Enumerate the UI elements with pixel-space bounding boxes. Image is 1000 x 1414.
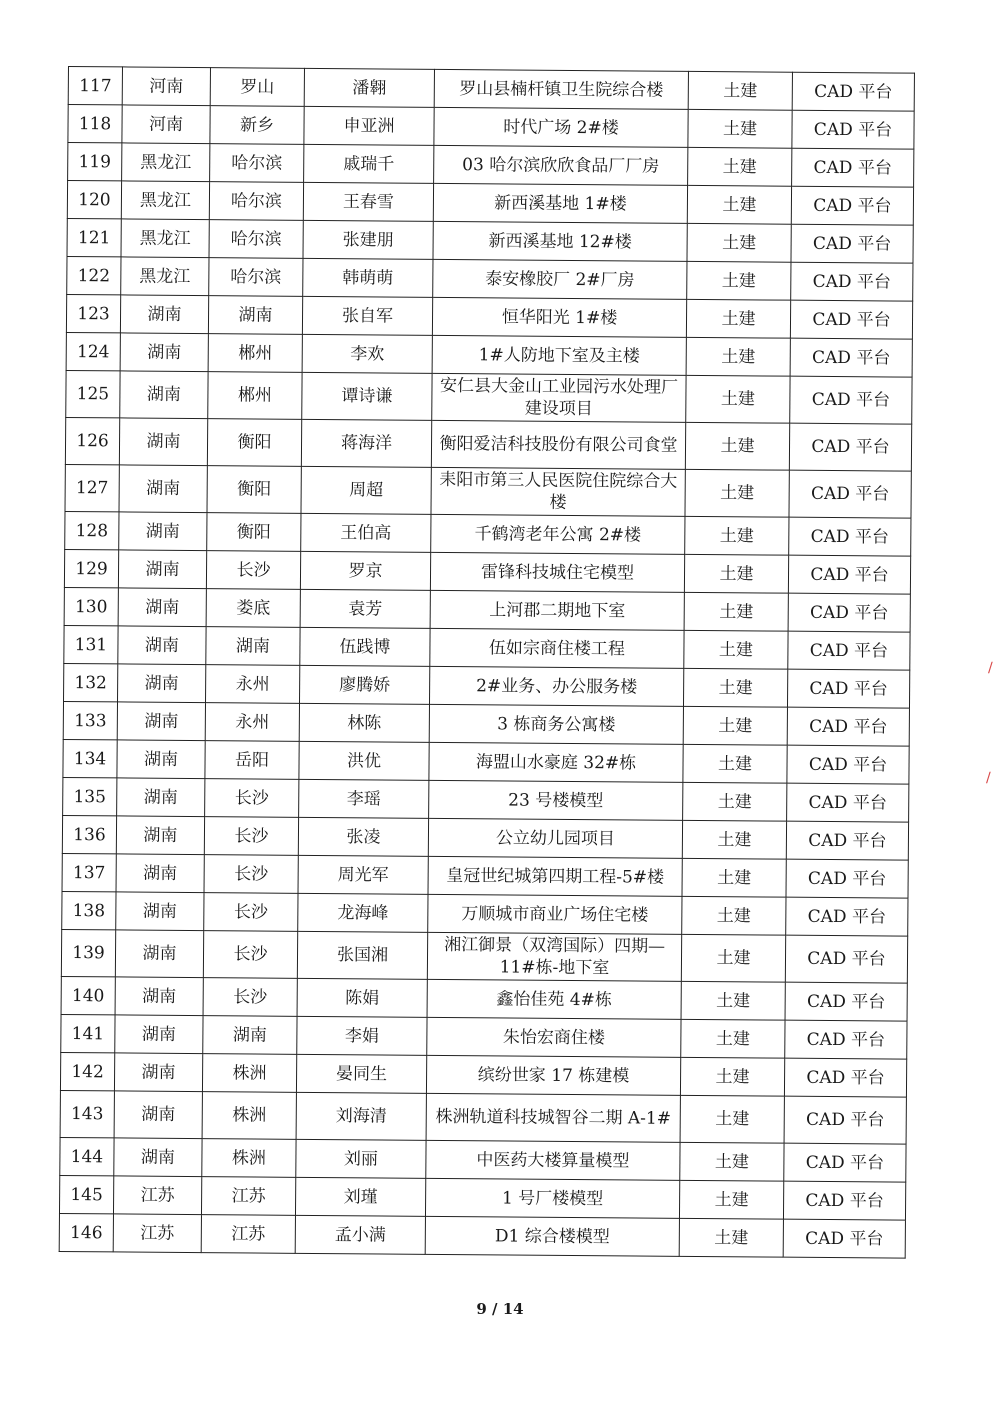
- row-number-cell: 137: [62, 853, 116, 891]
- project-name-cell: 3 栋商务公寓楼: [429, 704, 683, 744]
- row-number-cell: 124: [66, 332, 120, 370]
- discipline-cell: 土建: [679, 1218, 783, 1257]
- platform-cell: CAD 平台: [783, 1219, 905, 1258]
- row-number-cell: 143: [60, 1090, 114, 1137]
- table-row: [64, 625, 910, 670]
- province-cell: 湖南: [116, 854, 204, 893]
- table-row: [64, 587, 910, 632]
- city-cell: 哈尔滨: [209, 258, 303, 297]
- person-name-cell: 张凌: [298, 817, 428, 856]
- row-number-cell: 126: [65, 417, 119, 464]
- project-name-cell: 上河郡二期地下室: [430, 590, 684, 630]
- platform-cell: CAD 平台: [787, 707, 909, 746]
- row-number-cell: 118: [68, 105, 122, 143]
- platform-cell: CAD 平台: [787, 669, 909, 708]
- platform-cell: CAD 平台: [788, 631, 910, 670]
- platform-cell: CAD 平台: [791, 224, 913, 263]
- row-number-cell: 128: [65, 511, 119, 549]
- table-row: [60, 1090, 906, 1144]
- discipline-cell: 土建: [685, 422, 789, 470]
- table-row: [68, 143, 914, 188]
- platform-cell: CAD 平台: [790, 300, 912, 339]
- city-cell: 郴州: [208, 372, 302, 420]
- row-number-cell: 121: [67, 218, 121, 256]
- project-name-cell: 耒阳市第三人民医院住院综合大楼: [431, 467, 685, 516]
- platform-cell: CAD 平台: [791, 262, 913, 301]
- platform-cell: CAD 平台: [790, 376, 912, 424]
- province-cell: 湖南: [118, 664, 206, 703]
- project-name-cell: 公立幼儿园项目: [428, 818, 682, 858]
- province-cell: 湖南: [120, 295, 208, 334]
- table-row: [63, 739, 909, 784]
- table-row: [59, 1175, 905, 1220]
- province-cell: 湖南: [120, 371, 208, 419]
- row-number-cell: 136: [62, 815, 116, 853]
- city-cell: 长沙: [203, 978, 297, 1017]
- platform-cell: CAD 平台: [787, 745, 909, 784]
- row-number-cell: 120: [67, 181, 121, 219]
- project-name-cell: 恒华阳光 1#楼: [432, 297, 686, 337]
- person-name-cell: 林陈: [299, 703, 429, 742]
- project-name-cell: 海盟山水豪庭 32#栋: [429, 742, 683, 782]
- discipline-cell: 土建: [686, 375, 790, 423]
- table-row: [62, 853, 908, 898]
- row-number-cell: 134: [63, 739, 117, 777]
- province-cell: 湖南: [115, 930, 203, 978]
- city-cell: 永州: [206, 665, 300, 704]
- row-number-cell: 146: [59, 1213, 113, 1251]
- province-cell: 湖南: [119, 465, 207, 513]
- table-row: [61, 1014, 907, 1059]
- city-cell: 长沙: [205, 779, 299, 818]
- table-row: [62, 815, 908, 860]
- row-number-cell: 117: [68, 67, 122, 105]
- person-name-cell: 李瑶: [299, 779, 429, 818]
- project-name-cell: 安仁县大金山工业园污水处理厂建设项目: [432, 373, 686, 422]
- platform-cell: CAD 平台: [788, 555, 910, 594]
- project-name-cell: 衡阳爱洁科技股份有限公司食堂: [431, 420, 685, 469]
- province-cell: 河南: [122, 105, 210, 144]
- city-cell: 哈尔滨: [209, 182, 303, 221]
- project-name-cell: 朱怡宏商住楼: [427, 1017, 681, 1057]
- table-row: [65, 511, 911, 556]
- province-cell: 湖南: [117, 778, 205, 817]
- discipline-cell: 土建: [684, 592, 788, 631]
- city-cell: 哈尔滨: [209, 220, 303, 259]
- person-name-cell: 伍践博: [300, 627, 430, 666]
- discipline-cell: 土建: [687, 223, 791, 262]
- table-row: [63, 777, 909, 822]
- edge-stamp-mark: ∕: [986, 770, 991, 786]
- province-cell: 湖南: [115, 1015, 203, 1054]
- project-name-cell: 鑫怡佳苑 4#栋: [427, 979, 681, 1019]
- person-name-cell: 龙海峰: [298, 893, 428, 932]
- table-row: [65, 464, 911, 518]
- person-name-cell: 戚瑞千: [304, 144, 434, 183]
- city-cell: 衡阳: [207, 419, 301, 467]
- row-number-cell: 135: [63, 777, 117, 815]
- city-cell: 娄底: [206, 589, 300, 628]
- discipline-cell: 土建: [685, 516, 789, 555]
- project-name-cell: 时代广场 2#楼: [434, 107, 688, 147]
- province-cell: 湖南: [118, 550, 206, 589]
- city-cell: 永州: [205, 703, 299, 742]
- row-number-cell: 144: [60, 1137, 114, 1175]
- discipline-cell: 土建: [684, 554, 788, 593]
- platform-cell: CAD 平台: [789, 423, 911, 471]
- person-name-cell: 王春雪: [303, 182, 433, 221]
- project-name-cell: 伍如宗商住楼工程: [430, 628, 684, 668]
- city-cell: 新乡: [210, 106, 304, 145]
- discipline-cell: 土建: [680, 1142, 784, 1181]
- person-name-cell: 张自军: [302, 296, 432, 335]
- city-cell: 长沙: [204, 893, 298, 932]
- row-number-cell: 140: [61, 976, 115, 1014]
- platform-cell: CAD 平台: [792, 110, 914, 149]
- table-row: [64, 549, 910, 594]
- row-number-cell: 125: [66, 370, 120, 417]
- person-name-cell: 周超: [301, 466, 431, 514]
- project-name-cell: 泰安橡胶厂 2#厂房: [433, 259, 687, 299]
- table-row: [61, 976, 907, 1021]
- platform-cell: CAD 平台: [790, 338, 912, 377]
- person-name-cell: 周光军: [298, 855, 428, 894]
- person-name-cell: 王伯高: [301, 513, 431, 552]
- project-name-cell: 湘江御景（双湾国际）四期—11#栋-地下室: [427, 932, 681, 981]
- province-cell: 湖南: [118, 588, 206, 627]
- person-name-cell: 韩萌萌: [303, 258, 433, 297]
- city-cell: 郴州: [208, 334, 302, 373]
- discipline-cell: 土建: [684, 630, 788, 669]
- project-name-cell: 1#人防地下室及主楼: [432, 335, 686, 375]
- project-name-cell: 2#业务、办公服务楼: [429, 666, 683, 706]
- row-number-cell: 141: [61, 1014, 115, 1052]
- person-name-cell: 孟小满: [295, 1215, 425, 1254]
- discipline-cell: 土建: [682, 820, 786, 859]
- platform-cell: CAD 平台: [788, 593, 910, 632]
- discipline-cell: 土建: [688, 109, 792, 148]
- platform-cell: CAD 平台: [789, 470, 911, 518]
- platform-cell: CAD 平台: [789, 517, 911, 556]
- discipline-cell: 土建: [683, 668, 787, 707]
- city-cell: 长沙: [204, 817, 298, 856]
- project-name-cell: 新西溪基地 12#楼: [433, 221, 687, 261]
- city-cell: 哈尔滨: [210, 144, 304, 183]
- platform-cell: CAD 平台: [784, 1058, 906, 1097]
- discipline-cell: 土建: [687, 185, 791, 224]
- platform-cell: CAD 平台: [784, 1143, 906, 1182]
- project-name-cell: 03 哈尔滨欣欣食品厂厂房: [434, 145, 688, 185]
- person-name-cell: 申亚洲: [304, 106, 434, 145]
- discipline-cell: 土建: [683, 782, 787, 821]
- city-cell: 岳阳: [205, 741, 299, 780]
- platform-cell: CAD 平台: [786, 897, 908, 936]
- project-name-cell: 缤纷世家 17 栋建模: [426, 1055, 680, 1095]
- province-cell: 湖南: [117, 740, 205, 779]
- discipline-cell: 土建: [681, 981, 785, 1020]
- city-cell: 株洲: [202, 1139, 296, 1178]
- table-row: [67, 256, 913, 301]
- city-cell: 株洲: [202, 1054, 296, 1093]
- person-name-cell: 张建朋: [303, 220, 433, 259]
- project-name-cell: 雷锋科技城住宅模型: [430, 552, 684, 592]
- discipline-cell: 土建: [685, 469, 789, 517]
- discipline-cell: 土建: [682, 858, 786, 897]
- row-number-cell: 130: [64, 587, 118, 625]
- row-number-cell: 123: [66, 294, 120, 332]
- table-row: [66, 370, 912, 424]
- province-cell: 湖南: [116, 816, 204, 855]
- person-name-cell: 廖腾娇: [300, 665, 430, 704]
- person-name-cell: 张国湘: [297, 931, 427, 979]
- discipline-cell: 土建: [688, 147, 792, 186]
- province-cell: 湖南: [119, 418, 207, 466]
- platform-cell: CAD 平台: [784, 1096, 906, 1144]
- city-cell: 湖南: [208, 296, 302, 335]
- city-cell: 衡阳: [207, 513, 301, 552]
- discipline-cell: 土建: [687, 261, 791, 300]
- platform-cell: CAD 平台: [786, 859, 908, 898]
- person-name-cell: 李欢: [302, 334, 432, 373]
- city-cell: 江苏: [201, 1215, 295, 1254]
- person-name-cell: 晏同生: [296, 1054, 426, 1093]
- city-cell: 罗山: [210, 68, 304, 107]
- person-name-cell: 谭诗谦: [302, 372, 432, 420]
- person-name-cell: 洪优: [299, 741, 429, 780]
- city-cell: 湖南: [203, 1016, 297, 1055]
- discipline-cell: 土建: [680, 1057, 784, 1096]
- person-name-cell: 刘瑾: [295, 1177, 425, 1216]
- row-number-cell: 139: [61, 929, 115, 976]
- row-number-cell: 133: [63, 701, 117, 739]
- edge-stamp-mark: ∕: [988, 660, 993, 676]
- table-row: [63, 701, 909, 746]
- platform-cell: CAD 平台: [792, 72, 914, 111]
- city-cell: 长沙: [203, 931, 297, 979]
- project-name-cell: 新西溪基地 1#楼: [433, 183, 687, 223]
- province-cell: 湖南: [114, 1138, 202, 1177]
- province-cell: 湖南: [115, 977, 203, 1016]
- province-cell: 湖南: [120, 333, 208, 372]
- province-cell: 黑龙江: [121, 257, 209, 296]
- person-name-cell: 蒋海洋: [301, 419, 431, 467]
- project-name-cell: 中医药大楼算量模型: [426, 1140, 680, 1180]
- row-number-cell: 122: [67, 256, 121, 294]
- table-row: [65, 417, 911, 471]
- table-row: [66, 294, 912, 339]
- city-cell: 长沙: [204, 855, 298, 894]
- row-number-cell: 127: [65, 464, 119, 511]
- person-name-cell: 刘海清: [296, 1092, 426, 1140]
- province-cell: 湖南: [117, 702, 205, 741]
- discipline-cell: 土建: [682, 896, 786, 935]
- table-row: [62, 891, 908, 936]
- city-cell: 长沙: [206, 551, 300, 590]
- person-name-cell: 罗京: [300, 551, 430, 590]
- table-row: [60, 1137, 906, 1182]
- person-name-cell: 潘翱: [304, 68, 434, 107]
- platform-cell: CAD 平台: [792, 148, 914, 187]
- city-cell: 株洲: [202, 1092, 296, 1140]
- table-row: [59, 1213, 905, 1258]
- person-name-cell: 刘丽: [296, 1139, 426, 1178]
- table-row: [66, 332, 912, 377]
- page-number: 9 / 14: [476, 1300, 524, 1318]
- registration-table: [59, 66, 915, 1259]
- province-cell: 黑龙江: [122, 143, 210, 182]
- project-name-cell: 23 号楼模型: [429, 780, 683, 820]
- province-cell: 湖南: [114, 1053, 202, 1092]
- platform-cell: CAD 平台: [787, 783, 909, 822]
- discipline-cell: 土建: [681, 934, 785, 982]
- discipline-cell: 土建: [686, 337, 790, 376]
- platform-cell: CAD 平台: [785, 1020, 907, 1059]
- person-name-cell: 陈娟: [297, 978, 427, 1017]
- province-cell: 湖南: [119, 512, 207, 551]
- project-name-cell: 罗山县楠杆镇卫生院综合楼: [434, 69, 688, 109]
- platform-cell: CAD 平台: [785, 935, 907, 983]
- discipline-cell: 土建: [679, 1180, 783, 1219]
- table-row: [67, 218, 913, 263]
- discipline-cell: 土建: [683, 744, 787, 783]
- project-name-cell: 1 号厂楼模型: [425, 1178, 679, 1218]
- discipline-cell: 土建: [680, 1095, 784, 1143]
- platform-cell: CAD 平台: [785, 982, 907, 1021]
- platform-cell: CAD 平台: [786, 821, 908, 860]
- row-number-cell: 119: [68, 143, 122, 181]
- province-cell: 湖南: [118, 626, 206, 665]
- person-name-cell: 李娟: [297, 1016, 427, 1055]
- table-row: [60, 1052, 906, 1097]
- project-name-cell: D1 综合楼模型: [425, 1216, 679, 1256]
- province-cell: 黑龙江: [121, 181, 209, 220]
- platform-cell: CAD 平台: [783, 1181, 905, 1220]
- city-cell: 衡阳: [207, 466, 301, 514]
- project-name-cell: 千鹤湾老年公寓 2#楼: [431, 514, 685, 554]
- province-cell: 江苏: [113, 1176, 201, 1215]
- discipline-cell: 土建: [686, 299, 790, 338]
- row-number-cell: 145: [59, 1175, 113, 1213]
- discipline-cell: 土建: [681, 1019, 785, 1058]
- project-name-cell: 株洲轨道科技城智谷二期 A-1#: [426, 1093, 680, 1142]
- province-cell: 江苏: [113, 1214, 201, 1253]
- platform-cell: CAD 平台: [791, 186, 913, 225]
- city-cell: 湖南: [206, 627, 300, 666]
- row-number-cell: 132: [64, 663, 118, 701]
- person-name-cell: 袁芳: [300, 589, 430, 628]
- table-row: [68, 105, 914, 150]
- province-cell: 湖南: [116, 892, 204, 931]
- discipline-cell: 土建: [683, 706, 787, 745]
- table-body: [59, 67, 914, 1259]
- province-cell: 湖南: [114, 1091, 202, 1139]
- table-row: [67, 181, 913, 226]
- province-cell: 黑龙江: [121, 219, 209, 258]
- city-cell: 江苏: [201, 1177, 295, 1216]
- province-cell: 河南: [122, 67, 210, 106]
- row-number-cell: 142: [60, 1052, 114, 1090]
- discipline-cell: 土建: [688, 71, 792, 110]
- row-number-cell: 129: [64, 549, 118, 587]
- row-number-cell: 131: [64, 625, 118, 663]
- table-row: [64, 663, 910, 708]
- table-row: [61, 929, 907, 983]
- project-name-cell: 皇冠世纪城第四期工程-5#楼: [428, 856, 682, 896]
- row-number-cell: 138: [62, 891, 116, 929]
- table-row: [68, 67, 914, 112]
- project-name-cell: 万顺城市商业广场住宅楼: [428, 894, 682, 934]
